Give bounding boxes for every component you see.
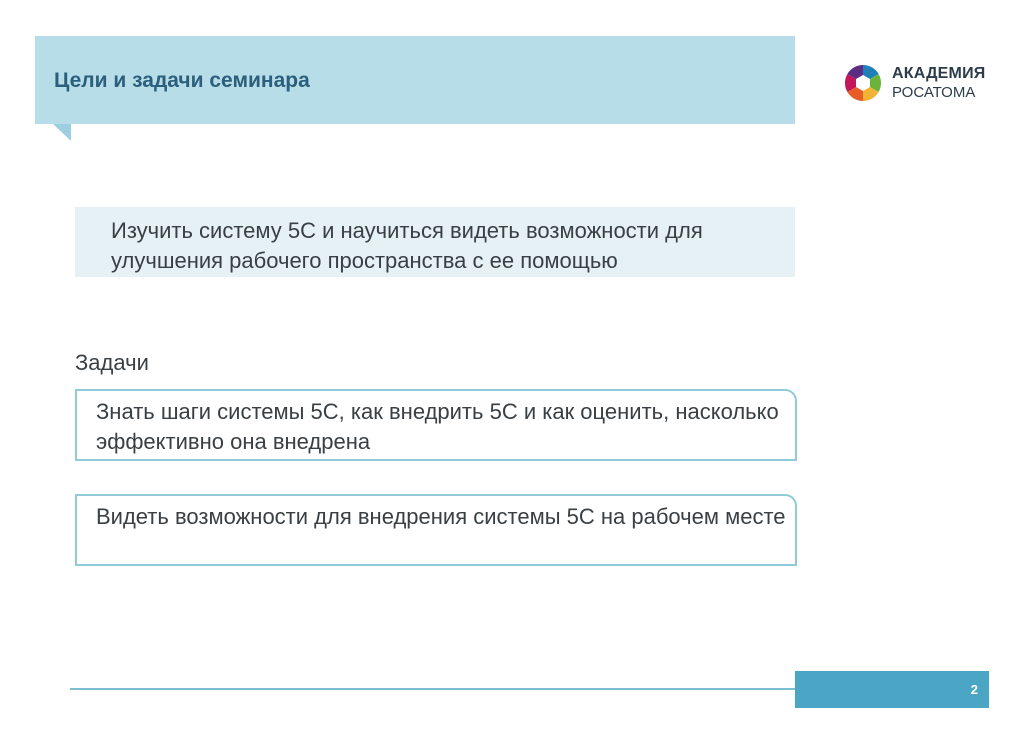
slide-title: Цели и задачи семинара [54,69,310,92]
tasks-heading: Задачи [75,350,149,375]
task-box-1 [75,389,797,461]
academy-logo [842,62,1002,106]
logo-text-line2: РОСАТОМА [892,84,976,101]
goal-text: Изучить систему 5С и научиться видеть возможности для улучшения рабочего пространства с ее помощью [111,218,703,273]
task-box-2 [75,494,797,566]
title-band-tab [53,124,71,141]
footer-divider [70,688,798,690]
task-text-1: Знать шаги системы 5С, как внедрить 5С и как оценить, насколько эффективно она внедрена [96,399,779,454]
page-number: 2 [970,682,978,697]
logo-text-line1: АКАДЕМИЯ [892,65,986,82]
rosatom-logo-icon [842,62,884,104]
goal-box [75,207,795,277]
task-text-2: Видеть возможности для внедрения системы 5С на рабочем месте [96,504,786,529]
page-number-box [795,671,989,708]
